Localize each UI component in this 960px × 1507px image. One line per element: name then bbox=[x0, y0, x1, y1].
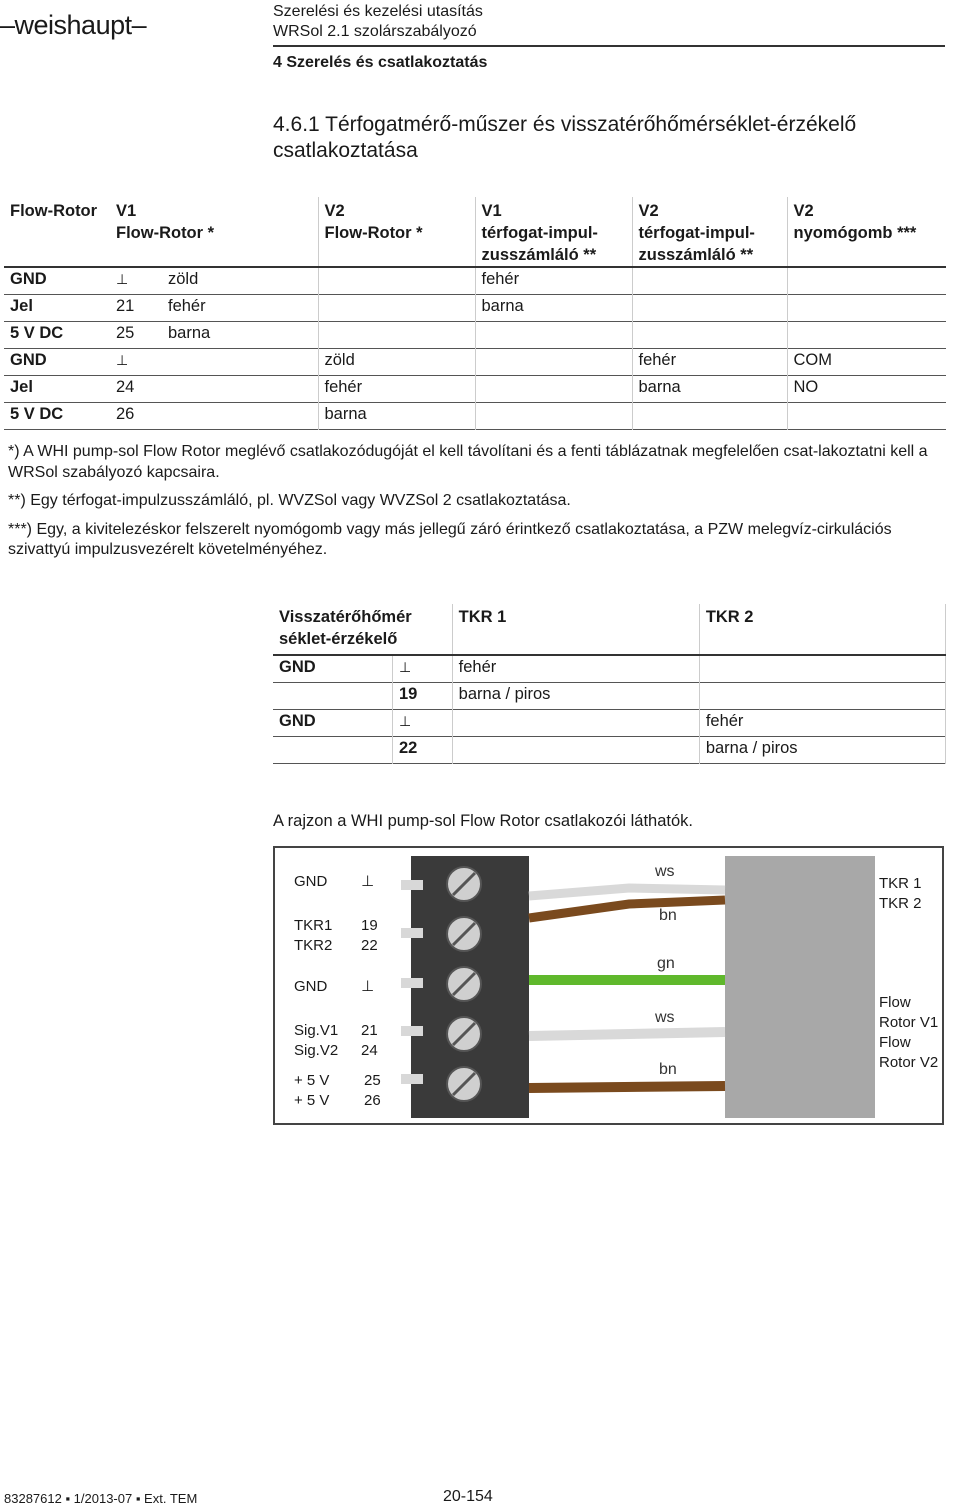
table-cell: GND bbox=[273, 710, 392, 737]
table-cell: GND bbox=[273, 655, 392, 683]
label-5v-num: 25 bbox=[364, 1072, 381, 1089]
label-gnd-symbol: ⊥ bbox=[361, 978, 375, 995]
label-sigv2: Sig.V2 bbox=[294, 1042, 339, 1059]
table-row bbox=[4, 349, 946, 376]
header-cell: V1 térfogat-impul- zusszámláló ** bbox=[475, 197, 632, 267]
table-cell bbox=[632, 267, 787, 295]
table-cell bbox=[475, 403, 632, 430]
label-tkr2-num: 22 bbox=[361, 937, 378, 954]
table-header-row bbox=[273, 604, 946, 655]
wire-label-bn: bn bbox=[659, 907, 677, 924]
table-cell: 21 bbox=[116, 297, 135, 315]
table-cell: 19 bbox=[392, 683, 452, 710]
table-cell: Jel bbox=[10, 378, 33, 396]
header-cell: V1 Flow-Rotor * bbox=[110, 197, 318, 267]
table-row bbox=[4, 295, 946, 322]
table-row bbox=[273, 683, 946, 710]
table-cell: 5 V DC bbox=[10, 324, 64, 342]
table-row bbox=[4, 376, 946, 403]
label-flow-v1: Rotor V1 bbox=[879, 1014, 939, 1031]
table-cell bbox=[475, 349, 632, 376]
table-header-row bbox=[4, 197, 946, 267]
table-cell: ⊥ bbox=[392, 655, 452, 683]
table-cell: GND bbox=[10, 351, 47, 369]
table-cell: ⊥ bbox=[116, 352, 129, 368]
table-cell bbox=[787, 267, 946, 295]
table-cell bbox=[632, 322, 787, 349]
header-cell: TKR 2 bbox=[699, 604, 945, 655]
connector-figure bbox=[273, 846, 944, 1125]
table-cell bbox=[787, 295, 946, 322]
return-temp-sensor-table bbox=[273, 604, 946, 764]
wire-label-ws: ws bbox=[655, 863, 675, 880]
table-cell: 25 bbox=[116, 324, 135, 342]
label-tkr2-right: TKR 2 bbox=[879, 895, 922, 912]
connector-photo bbox=[389, 856, 875, 1118]
footnotes bbox=[8, 442, 938, 569]
header-cell: V2 térfogat-impul- zusszámláló ** bbox=[632, 197, 787, 267]
table-cell bbox=[475, 322, 632, 349]
table-cell bbox=[699, 655, 945, 683]
table-cell bbox=[162, 403, 318, 430]
table-row bbox=[4, 403, 946, 430]
table-cell: ⊥ bbox=[116, 271, 129, 287]
flow-rotor-table bbox=[4, 197, 946, 430]
wire-label-bn: bn bbox=[659, 1061, 677, 1078]
table-cell bbox=[162, 349, 318, 376]
section-title: 4.6.1 Térfogatmérő-műszer és visszatérőhőmérséklet-érzékelő csatlakoztatása bbox=[273, 113, 857, 162]
table-cell bbox=[632, 295, 787, 322]
table-cell: fehér bbox=[318, 376, 475, 403]
table-cell bbox=[632, 403, 787, 430]
table-cell: fehér bbox=[452, 655, 699, 683]
table-cell bbox=[162, 376, 318, 403]
footer-doc-id: 83287612 ▪ 1/2013-07 ▪ Ext. TEM bbox=[4, 1491, 198, 1506]
label-gnd: GND bbox=[294, 978, 328, 995]
page-number: 20-154 bbox=[443, 1488, 493, 1505]
table-row bbox=[273, 737, 946, 764]
table-cell bbox=[273, 737, 392, 764]
label-gnd: GND bbox=[294, 873, 328, 890]
footnote: *) A WHI pump-sol Flow Rotor meglévő csatlakozódugóját el kell távolítani és a fenti táblázatnak megfelelően csat-lakoztatni kell a WRSol szabályozó kapcsaira. bbox=[8, 443, 928, 481]
table-cell: ⊥ bbox=[392, 710, 452, 737]
chapter-title: 4 Szerelés és csatlakoztatás bbox=[273, 54, 488, 71]
header-divider bbox=[273, 45, 945, 47]
table-row bbox=[4, 322, 946, 349]
header-cell: V2 nyomógomb *** bbox=[793, 202, 917, 242]
label-tkr1-num: 19 bbox=[361, 917, 378, 934]
table-cell: 5 V DC bbox=[10, 405, 64, 423]
header-cell: Flow-Rotor bbox=[10, 202, 98, 220]
table-cell: 24 bbox=[116, 378, 135, 396]
label-flow-v1: Flow bbox=[879, 994, 911, 1011]
table-cell bbox=[452, 737, 699, 764]
table-cell: NO bbox=[793, 378, 819, 396]
label-sigv1-num: 21 bbox=[361, 1022, 378, 1039]
header-cell: V2 Flow-Rotor * bbox=[318, 197, 475, 267]
table-cell: GND bbox=[10, 270, 47, 288]
header-cell: Visszatérőhőmér séklet-érzékelő bbox=[273, 604, 452, 655]
table-cell: fehér bbox=[475, 267, 632, 295]
figure-caption: A rajzon a WHI pump-sol Flow Rotor csatlakozói láthatók. bbox=[273, 812, 694, 830]
label-sigv1: Sig.V1 bbox=[294, 1022, 339, 1039]
label-flow-v2: Flow bbox=[879, 1034, 911, 1051]
table-cell bbox=[787, 322, 946, 349]
table-cell: fehér bbox=[632, 349, 787, 376]
table-cell bbox=[475, 376, 632, 403]
table-cell: zöld bbox=[162, 267, 318, 295]
table-cell: barna bbox=[632, 376, 787, 403]
table-cell: COM bbox=[793, 351, 832, 369]
table-cell: zöld bbox=[318, 349, 475, 376]
label-5v: + 5 V bbox=[294, 1072, 330, 1089]
label-5v-num: 26 bbox=[364, 1092, 381, 1109]
wire-label-ws: ws bbox=[655, 1009, 675, 1026]
table-cell: barna bbox=[162, 322, 318, 349]
table-cell: barna / piros bbox=[452, 683, 699, 710]
label-gnd-symbol: ⊥ bbox=[361, 873, 375, 890]
table-cell bbox=[699, 683, 945, 710]
label-sigv2-num: 24 bbox=[361, 1042, 378, 1059]
label-tkr2: TKR2 bbox=[294, 937, 333, 954]
table-cell: 22 bbox=[392, 737, 452, 764]
table-cell: barna bbox=[318, 403, 475, 430]
table-cell bbox=[787, 403, 946, 430]
label-tkr1: TKR1 bbox=[294, 917, 333, 934]
table-cell: 26 bbox=[116, 405, 135, 423]
table-cell: fehér bbox=[162, 295, 318, 322]
wire-label-gn: gn bbox=[657, 955, 675, 972]
device-housing bbox=[725, 856, 875, 1118]
table-cell: Jel bbox=[10, 297, 33, 315]
label-tkr1-right: TKR 1 bbox=[879, 875, 922, 892]
doc-subtitle: WRSol 2.1 szolárszabályozó bbox=[273, 23, 477, 40]
label-5v: + 5 V bbox=[294, 1092, 330, 1109]
table-cell bbox=[318, 322, 475, 349]
table-cell: barna bbox=[475, 295, 632, 322]
table-cell: fehér bbox=[699, 710, 945, 737]
footnote: **) Egy térfogat-impulzusszámláló, pl. WVZSol vagy WVZSol 2 csatlakoztatása. bbox=[8, 492, 571, 509]
table-cell bbox=[452, 710, 699, 737]
table-row bbox=[4, 267, 946, 295]
weishaupt-logo: –weishaupt– bbox=[0, 10, 147, 40]
label-flow-v2: Rotor V2 bbox=[879, 1054, 939, 1071]
header-cell: TKR 1 bbox=[452, 604, 699, 655]
table-cell: barna / piros bbox=[699, 737, 945, 764]
footnote: ***) Egy, a kivitelezéskor felszerelt nyomógomb vagy más jellegű záró érintkező csatlakoztatása, a PZW melegvíz-cirkulációs szivattyú impulzusvezérelt követelményéhez. bbox=[8, 520, 892, 558]
doc-title: Szerelési és kezelési utasítás bbox=[273, 3, 483, 20]
table-cell bbox=[318, 267, 475, 295]
table-cell bbox=[318, 295, 475, 322]
table-row bbox=[273, 710, 946, 737]
table-cell bbox=[273, 683, 392, 710]
table-row bbox=[273, 655, 946, 683]
